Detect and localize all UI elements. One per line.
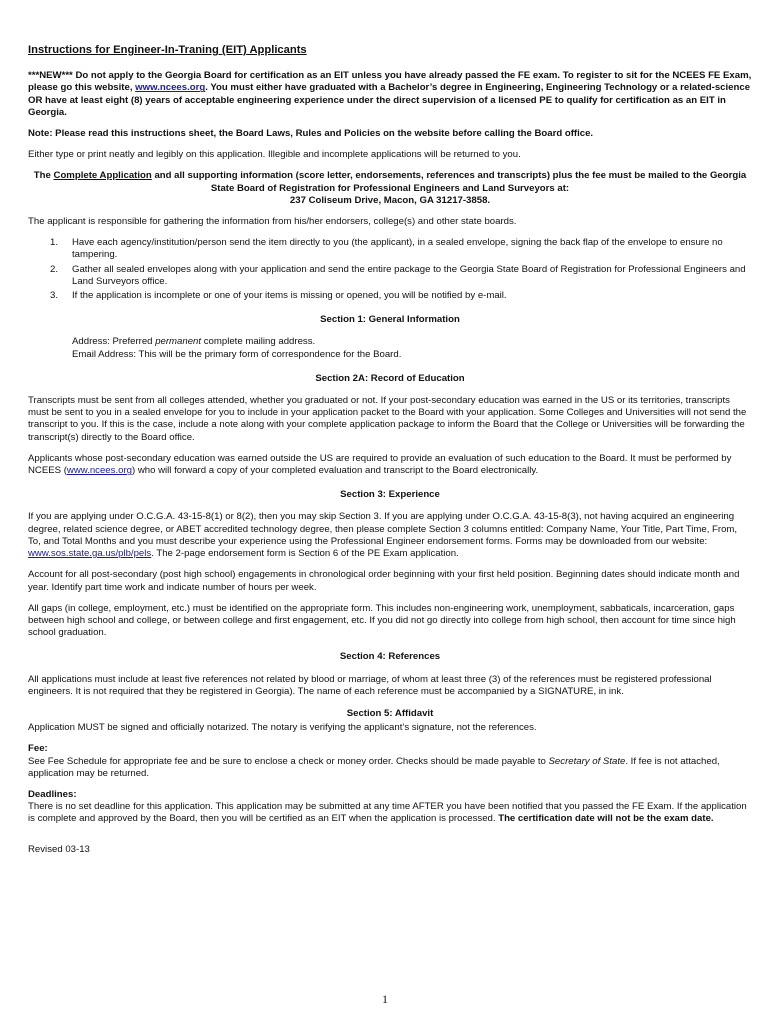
step-text: If the application is incomplete or one of your items is missing or opened, you will be notified by e-mail. bbox=[72, 290, 507, 302]
email-line: Email Address: This will be the primary form of correspondence for the Board. bbox=[72, 348, 402, 360]
deadlines-paragraph bbox=[28, 801, 752, 825]
deadlines-label: Deadlines: bbox=[28, 788, 77, 800]
page-title: Instructions for Engineer-In-Traning (EIT) Applicants bbox=[28, 44, 307, 56]
step-text: Have each agency/institution/person send the item directly to you (the applicant), in a sealed envelope, signing the back flap of the envelope to ensure no tampering. bbox=[72, 237, 723, 261]
section2a-text-pre: Applicants whose post-secondary education was earned outside the US are required to provide an evaluation of such education to the Board. It must be performed by NCEES ( bbox=[28, 452, 732, 477]
section1-body bbox=[28, 336, 752, 360]
step-text: Gather all sealed envelopes along with your application and send the entire package to the Georgia State Board of Registration for Professional Engineers and Land Surveyors office. bbox=[72, 263, 746, 287]
type-print-paragraph: Either type or print neatly and legibly on this application. Illegible and incomplete applications will be returned to you. bbox=[28, 149, 521, 161]
section5-heading: Section 5: Affidavit bbox=[346, 707, 434, 719]
fee-paragraph bbox=[28, 756, 752, 780]
new-notice-text-2: . You must either have graduated with a Bachelor’s degree in Engineering, Engineering Technology or a related-science OR have at least eight (8) years of acceptable engineering experience under the direct supervision of a licensed PE to qualify for certification as an EIT in Georgia. bbox=[28, 82, 751, 118]
fee-label: Fee: bbox=[28, 743, 48, 755]
document-page bbox=[28, 44, 752, 856]
mailing-text-pre: The bbox=[33, 170, 54, 182]
steps-list bbox=[28, 237, 752, 302]
section2a-heading: Section 2A: Record of Education bbox=[315, 372, 465, 384]
complete-application-text: Complete Application bbox=[53, 170, 152, 182]
section3-text-post: . The 2-page endorsement form is Section 6 of the PE Exam application. bbox=[151, 548, 459, 560]
new-notice bbox=[28, 70, 752, 119]
ncees-link[interactable]: www.ncees.org bbox=[135, 82, 206, 94]
ncees-link-2[interactable]: www.ncees.org bbox=[66, 465, 132, 477]
responsible-paragraph: The applicant is responsible for gathering the information from his/her endorsers, college(s) and other state boards. bbox=[28, 216, 517, 228]
board-address: 237 Coliseum Drive, Macon, GA 31217-3858. bbox=[289, 194, 491, 206]
section4-paragraph: All applications must include at least five references not related by blood or marriage, of whom at least three (3) of the references must be registered professional engineers. It is not required that they be registered in Georgia). The name of each reference must be accompanied by a SIGNATURE, in ink. bbox=[28, 673, 712, 697]
mailing-text-post: and all supporting information (score letter, endorsements, references and transcripts) plus the fee must be mailed to the Georgia State Board of Registration for Professional Engineers and Land Surveyors at: bbox=[151, 170, 747, 194]
section2a-paragraph-2 bbox=[28, 453, 752, 477]
section4-heading: Section 4: References bbox=[339, 651, 441, 663]
section3-paragraph-3: All gaps (in college, employment, etc.) must be identified on the appropriate form. This includes non-engineering work, unemployment, sabbaticals, incarceration, gaps between high school and college, or between college and first engagement, etc. If you did not go directly into college from high school, then account for time since high school graduation. bbox=[28, 602, 736, 639]
address-text-post: complete mailing address. bbox=[201, 336, 316, 348]
section3-heading: Section 3: Experience bbox=[340, 489, 440, 501]
fee-text-post: . If fee is not attached, application may be returned. bbox=[28, 755, 720, 779]
step-number: 1. bbox=[50, 237, 59, 249]
address-line bbox=[72, 336, 752, 348]
page-number: 1 bbox=[382, 992, 388, 1006]
address-text-pre: Address: Preferred bbox=[72, 336, 156, 348]
section5-paragraph: Application MUST be signed and officially notarized. The notary is verifying the applicant’s signature, not the references. bbox=[28, 722, 537, 734]
sos-link[interactable]: www.sos.state.ga.us/plb/pels bbox=[28, 548, 152, 560]
step-number: 2. bbox=[50, 263, 59, 275]
section3-paragraph-1 bbox=[28, 511, 752, 560]
revised-date: Revised 03-13 bbox=[28, 843, 90, 855]
deadlines-text: There is no set deadline for this application. This application may be submitted at any time AFTER you have been notified that you passed the FE Exam. If the application is complete and approved by the Board, then you will be certified as an EIT when the application is processed. bbox=[28, 801, 747, 825]
mailing-paragraph bbox=[28, 170, 752, 207]
section3-paragraph-2: Account for all post-secondary (post high school) engagements in chronological order beginning with your first held position. Beginning dates should indicate month and year. Identify part time work and indicate number of hours per week. bbox=[28, 569, 740, 593]
section2a-text-post: ) who will forward a copy of your completed evaluation and transcript to the Board electronically. bbox=[131, 465, 539, 477]
step-number: 3. bbox=[50, 290, 59, 302]
address-text-em: permanent bbox=[155, 336, 202, 348]
list-item bbox=[28, 290, 752, 302]
section3-text-pre: If you are applying under O.C.G.A. 43-15-8(1) or 8(2), then you may skip Section 3. If you are applying under O.C.G.A. 43-15-8(3), not having acquired an engineering degree, related science degree, or ABET accredited technology degree, then please complete Section 3 columns entitled: Company Name, Your Title, Part Time, From, To, and Total Months and you must describe your experience using the Professional Engineer endorsement forms. Forms may be downloaded from our website: bbox=[28, 511, 738, 547]
fee-text-pre: See Fee Schedule for appropriate fee and be sure to enclose a check or money order. Checks should be made payable to bbox=[28, 755, 549, 767]
list-item bbox=[28, 237, 752, 261]
section2a-paragraph-1: Transcripts must be sent from all colleges attended, whether you graduated or not. If your post-secondary education was earned in the US or its territories, transcripts must be sent to you in a sealed envelope for you to include in your application packet to the Board with your application. Some Colleges and Universities will not send the transcript to you. If this is the case, include a note along with your complete application package to inform the Board that the College or Universities will be forwarding the transcript(s) directly to the Board office. bbox=[28, 395, 747, 443]
deadlines-bold-text: The certification date will not be the exam date. bbox=[498, 813, 714, 825]
new-notice-text-1: ***NEW*** Do not apply to the Georgia Board for certification as an EIT unless you have already passed the FE exam. To register to sit for the NCEES FE Exam, please go this website, bbox=[28, 70, 752, 94]
fee-text-em: Secretary of State bbox=[548, 755, 626, 767]
list-item bbox=[28, 264, 752, 288]
note-paragraph: Note: Please read this instructions sheet, the Board Laws, Rules and Policies on the website before calling the Board office. bbox=[28, 128, 594, 140]
section1-heading: Section 1: General Information bbox=[320, 314, 460, 326]
